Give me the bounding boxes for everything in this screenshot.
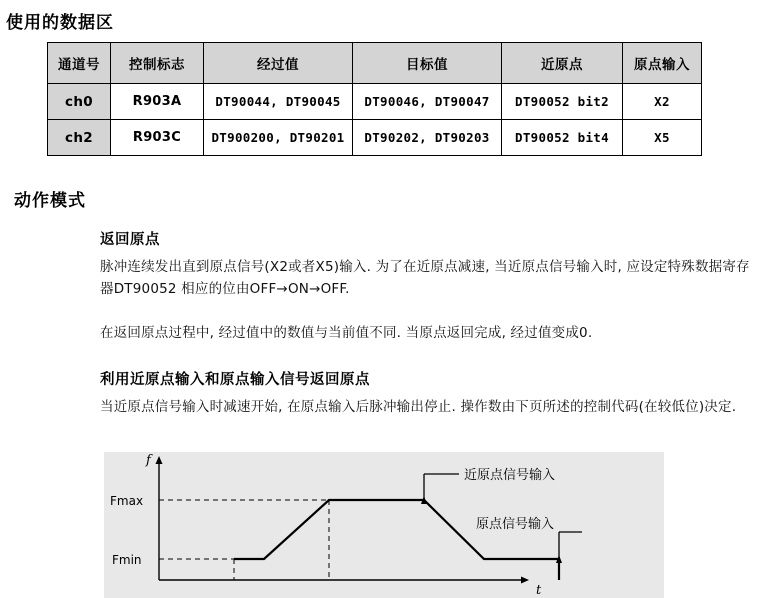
table-body [48,84,702,156]
column-header-current-value: 经过值 [204,43,353,84]
cell-origin-input: X2 [623,84,702,120]
table-row [48,120,702,156]
x-axis-arrow [521,577,529,584]
table-header [48,43,702,84]
data-area-table-wrapper [47,42,702,156]
column-header-channel: 通道号 [48,43,111,84]
heading-return-origin: 返回原点 [100,232,160,248]
cell-control-flag: R903A [111,84,204,120]
cell-current-value: DT90044, DT90045 [204,84,353,120]
x-axis-label: t [536,583,542,598]
y-axis-arrow [156,456,163,464]
column-header-origin-input: 原点输入 [623,43,702,84]
heading-action-mode: 动作模式 [14,191,86,211]
annotation-label-origin: 原点信号输入 [476,517,555,532]
speed-profile-diagram [104,452,664,598]
paragraph-return-origin-2: 在返回原点过程中, 经过值中的数值与当前值不同. 当原点返回完成, 经过值变成0. [100,325,593,341]
table-header-row [48,43,702,84]
cell-channel: ch0 [48,84,111,120]
cell-channel: ch2 [48,120,111,156]
tick-label-fmin: Fmin [112,553,142,567]
table-row [48,84,702,120]
column-header-near-origin: 近原点 [502,43,623,84]
tick-label-fmax: Fmax [110,494,144,508]
y-axis-label: f [146,453,151,468]
heading-near-origin-return: 利用近原点输入和原点输入信号返回原点 [100,372,370,388]
heading-data-area: 使用的数据区 [6,13,114,33]
data-area-table [47,42,702,156]
cell-target-value: DT90046, DT90047 [353,84,502,120]
cell-origin-input: X5 [623,120,702,156]
figure-speed-profile [104,452,664,598]
cell-near-origin: DT90052 bit2 [502,84,623,120]
cell-control-flag: R903C [111,120,204,156]
annotation-label-near-origin: 近原点信号输入 [464,468,556,483]
column-header-target-value: 目标值 [353,43,502,84]
cell-current-value: DT900200, DT90201 [204,120,353,156]
paragraph-near-origin-1: 当近原点信号输入时减速开始, 在原点输入后脉冲输出停止. 操作数由下页所述的控制代码(在较低位)决定. [100,399,737,415]
cell-target-value: DT90202, DT90203 [353,120,502,156]
paragraph-return-origin-1: 脉冲连续发出直到原点信号(X2或者X5)输入. 为了在近原点减速, 当近原点信号输入时, 应设定特殊数据寄存器DT90052 相应的位由OFF→ON→OFF. [100,259,750,297]
cell-near-origin: DT90052 bit4 [502,120,623,156]
column-header-control-flag: 控制标志 [111,43,204,84]
